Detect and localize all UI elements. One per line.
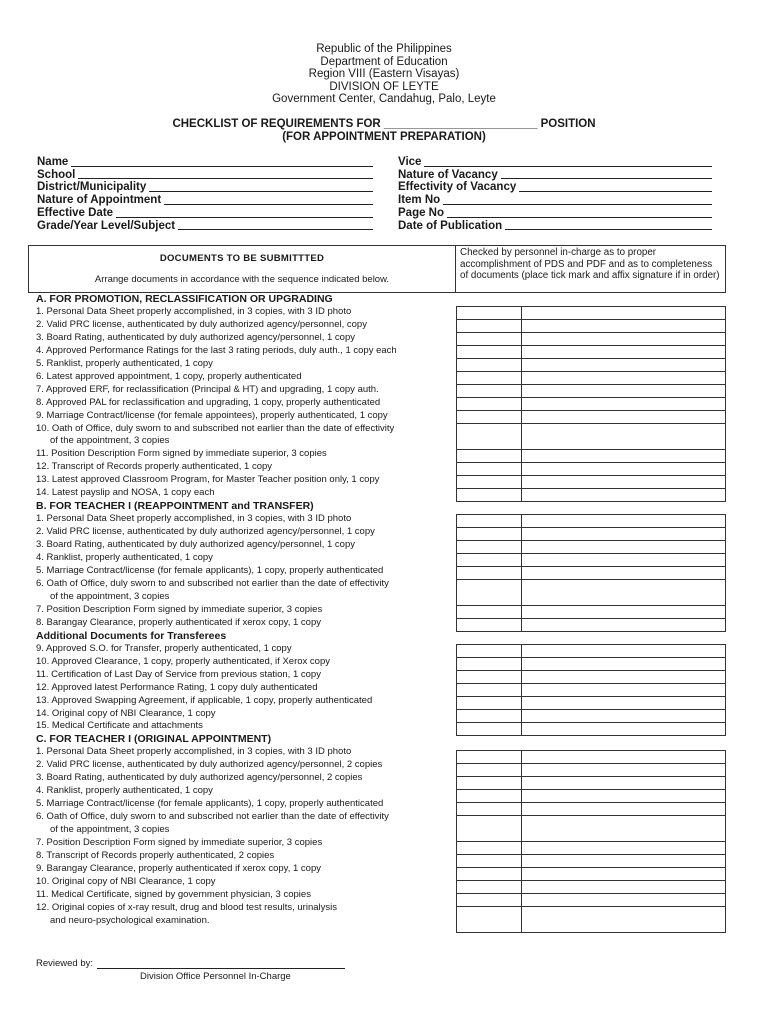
- list-item-continued: and neuro-psychological examination.: [50, 914, 210, 926]
- list-item: 12. Transcript of Records properly authenticated, 1 copy: [36, 461, 273, 473]
- check-cell[interactable]: [457, 580, 522, 606]
- signature-cell[interactable]: [522, 515, 726, 528]
- letterhead-department: Department of Education: [320, 55, 448, 68]
- documents-header-box: [28, 245, 726, 293]
- document-title: [0, 118, 768, 144]
- check-cell[interactable]: [457, 881, 522, 894]
- check-cell[interactable]: [457, 790, 522, 803]
- signature-cell[interactable]: [522, 320, 726, 333]
- signature-cell[interactable]: [522, 567, 726, 580]
- list-item: 2. Valid PRC license, authenticated by duly authorized agency/personnel, copy: [36, 318, 367, 330]
- signature-cell[interactable]: [522, 855, 726, 868]
- field-name[interactable]: Name: [37, 156, 373, 169]
- check-cell[interactable]: [457, 697, 522, 710]
- section-a-title: A. FOR PROMOTION, RECLASSIFICATION OR UPGRADING: [36, 293, 333, 305]
- reviewer-signature-line[interactable]: [97, 959, 345, 969]
- reviewer-role: Division Office Personnel In-Charge: [140, 971, 291, 982]
- field-effective-date[interactable]: Effective Date: [37, 207, 373, 220]
- list-item-continued: of the appointment, 3 copies: [50, 824, 170, 836]
- signature-cell[interactable]: [522, 777, 726, 790]
- check-cell[interactable]: [457, 606, 522, 619]
- signature-cell[interactable]: [522, 751, 726, 764]
- list-item: 9. Marriage Contract/license (for female appointees), properly authenticated, 1 copy: [36, 409, 388, 421]
- signature-cell[interactable]: [522, 868, 726, 881]
- check-cell[interactable]: [457, 645, 522, 658]
- signature-cell[interactable]: [522, 658, 726, 671]
- signature-cell[interactable]: [522, 463, 726, 476]
- list-item: 11. Medical Certificate, signed by government physician, 3 copies: [36, 888, 311, 900]
- list-item: 8. Barangay Clearance, properly authenticated if xerox copy, 1 copy: [36, 616, 321, 628]
- field-school[interactable]: School: [37, 169, 373, 182]
- list-item-continued: of the appointment, 3 copies: [50, 435, 170, 447]
- list-item: 5. Ranklist, properly authenticated, 1 copy: [36, 357, 213, 369]
- letterhead-address: Government Center, Candahug, Palo, Leyte: [272, 93, 496, 106]
- list-item: 5. Marriage Contract/license (for female applicants), 1 copy, properly authenticated: [36, 565, 384, 577]
- list-item: 8. Transcript of Records properly authenticated, 2 copies: [36, 849, 275, 861]
- check-cell[interactable]: [457, 842, 522, 855]
- signature-cell[interactable]: [522, 580, 726, 606]
- field-grade-level[interactable]: Grade/Year Level/Subject: [37, 220, 373, 233]
- check-cell[interactable]: [457, 554, 522, 567]
- checklist-grid-transferees: [456, 644, 726, 736]
- list-item: 7. Position Description Form signed by immediate superior, 3 copies: [36, 603, 323, 615]
- reviewed-by-label: Reviewed by:: [36, 958, 94, 969]
- info-fields-left: [37, 156, 373, 232]
- check-cell[interactable]: [457, 684, 522, 697]
- list-item: 3. Board Rating, authenticated by duly authorized agency/personnel, 1 copy: [36, 331, 355, 343]
- check-cell[interactable]: [457, 816, 522, 842]
- section-transferees-title: Additional Documents for Transferees: [36, 629, 227, 642]
- title-line-2: (FOR APPOINTMENT PREPARATION): [282, 131, 486, 143]
- check-cell[interactable]: [457, 855, 522, 868]
- letterhead-region: Region VIII (Eastern Visayas): [308, 68, 460, 81]
- signature-cell[interactable]: [522, 411, 726, 424]
- checklist-grid-a: [456, 306, 726, 502]
- signature-cell[interactable]: [522, 842, 726, 855]
- signature-cell[interactable]: [522, 606, 726, 619]
- signature-cell[interactable]: [522, 816, 726, 842]
- check-cell[interactable]: [457, 671, 522, 684]
- list-item: 1. Personal Data Sheet properly accomplished, in 3 copies, with 3 ID photo: [36, 746, 352, 758]
- list-item: 4. Approved Performance Ratings for the last 3 rating periods, duly auth., 1 copy each: [36, 344, 397, 356]
- list-item: 3. Board Rating, authenticated by duly authorized agency/personnel, 2 copies: [36, 772, 363, 784]
- check-cell[interactable]: [457, 528, 522, 541]
- documents-instruction: Arrange documents in accordance with the sequence indicated below.: [94, 274, 390, 285]
- list-item: 5. Marriage Contract/license (for female applicants), 1 copy, properly authenticated: [36, 798, 384, 810]
- signature-cell[interactable]: [522, 424, 726, 450]
- check-cell[interactable]: [457, 463, 522, 476]
- list-item: 10. Approved Clearance, 1 copy, properly authenticated, if Xerox copy: [36, 655, 330, 667]
- signature-cell[interactable]: [522, 554, 726, 567]
- signature-cell[interactable]: [522, 346, 726, 359]
- list-item: 12. Approved latest Performance Rating, 1 copy duly authenticated: [36, 681, 318, 693]
- check-cell[interactable]: [457, 710, 522, 723]
- signature-cell[interactable]: [522, 671, 726, 684]
- list-item: 6. Oath of Office, duly sworn to and subscribed not earlier than the date of effectivity: [36, 811, 389, 823]
- signature-cell[interactable]: [522, 894, 726, 907]
- signature-cell[interactable]: [522, 803, 726, 816]
- signature-cell[interactable]: [522, 790, 726, 803]
- info-fields-right: [398, 156, 712, 232]
- check-cell[interactable]: [457, 541, 522, 554]
- signature-cell[interactable]: [522, 307, 726, 320]
- check-cell[interactable]: [457, 385, 522, 398]
- list-item-continued: of the appointment, 3 copies: [50, 590, 170, 602]
- requirements-sections: [36, 293, 456, 928]
- field-nature-of-vacancy[interactable]: Nature of Vacancy: [398, 169, 712, 182]
- signature-cell[interactable]: [522, 723, 726, 736]
- checklist-grid-b: [456, 514, 726, 632]
- signature-cell[interactable]: [522, 372, 726, 385]
- signature-cell[interactable]: [522, 398, 726, 411]
- list-item: 6. Oath of Office, duly sworn to and subscribed not earlier than the date of effectivity: [36, 577, 389, 589]
- signature-cell[interactable]: [522, 697, 726, 710]
- list-item: 13. Latest approved Classroom Program, for Master Teacher position only, 1 copy: [36, 474, 380, 486]
- list-item: 14. Original copy of NBI Clearance, 1 copy: [36, 707, 216, 719]
- check-cell[interactable]: [457, 515, 522, 528]
- list-item: 9. Barangay Clearance, properly authenticated if xerox copy, 1 copy: [36, 862, 321, 874]
- list-item: 1. Personal Data Sheet properly accomplished, in 3 copies, with 3 ID photo: [36, 513, 352, 525]
- signature-cell[interactable]: [522, 385, 726, 398]
- checklist-grid-c: [456, 750, 726, 933]
- signature-cell[interactable]: [522, 907, 726, 933]
- check-cell[interactable]: [457, 489, 522, 502]
- signature-cell[interactable]: [522, 881, 726, 894]
- list-item: 13. Approved Swapping Agreement, if applicable, 1 copy, properly authenticated: [36, 694, 373, 706]
- signature-cell[interactable]: [522, 333, 726, 346]
- check-cell[interactable]: [457, 411, 522, 424]
- signature-cell[interactable]: [522, 476, 726, 489]
- signature-cell[interactable]: [522, 684, 726, 697]
- field-date-of-publication[interactable]: Date of Publication: [398, 220, 712, 233]
- list-item: 6. Latest approved appointment, 1 copy, properly authenticated: [36, 370, 302, 382]
- documents-header-left: [29, 246, 456, 292]
- check-cell[interactable]: [457, 803, 522, 816]
- list-item: 7. Position Description Form signed by immediate superior, 3 copies: [36, 837, 323, 849]
- list-item: 11. Certification of Last Day of Service from previous station, 1 copy: [36, 668, 321, 680]
- check-cell[interactable]: [457, 868, 522, 881]
- signature-cell[interactable]: [522, 541, 726, 554]
- list-item: 7. Approved ERF, for reclassification (Principal & HT) and upgrading, 1 copy auth.: [36, 383, 379, 395]
- section-b-title: B. FOR TEACHER I (REAPPOINTMENT and TRANSFER): [36, 500, 314, 513]
- letterhead-division: DIVISION OF LEYTE: [329, 80, 439, 93]
- list-item: 1. Personal Data Sheet properly accomplished, in 3 copies, with 3 ID photo: [36, 305, 352, 317]
- check-cell[interactable]: [457, 723, 522, 736]
- letterhead: [0, 43, 768, 106]
- check-cell[interactable]: [457, 320, 522, 333]
- check-cell[interactable]: [457, 372, 522, 385]
- signature-cell[interactable]: [522, 450, 726, 463]
- check-cell[interactable]: [457, 424, 522, 450]
- section-c-title: C. FOR TEACHER I (ORIGINAL APPOINTMENT): [36, 733, 272, 746]
- field-district[interactable]: District/Municipality: [37, 181, 373, 194]
- check-cell[interactable]: [457, 476, 522, 489]
- signature-cell[interactable]: [522, 619, 726, 632]
- list-item: 15. Medical Certificate and attachments: [36, 720, 203, 732]
- signature-cell[interactable]: [522, 645, 726, 658]
- list-item: 4. Ranklist, properly authenticated, 1 copy: [36, 785, 213, 797]
- field-effectivity-of-vacancy[interactable]: Effectivity of Vacancy: [398, 181, 712, 194]
- list-item: 2. Valid PRC license, authenticated by duly authorized agency/personnel, 2 copies: [36, 759, 383, 771]
- list-item: 2. Valid PRC license, authenticated by duly authorized agency/personnel, 1 copy: [36, 526, 375, 538]
- check-cell[interactable]: [457, 777, 522, 790]
- field-page-no[interactable]: Page No: [398, 207, 712, 220]
- signature-cell[interactable]: [522, 359, 726, 372]
- check-cell[interactable]: [457, 751, 522, 764]
- check-cell[interactable]: [457, 658, 522, 671]
- check-cell[interactable]: [457, 764, 522, 777]
- check-cell[interactable]: [457, 359, 522, 372]
- list-item: 10. Original copy of NBI Clearance, 1 copy: [36, 875, 216, 887]
- check-cell[interactable]: [457, 346, 522, 359]
- checked-by-note: Checked by personnel in-charge as to proper accomplishment of PDS and PDF and as to completeness of documents (place tick mark and affix signature if in order): [460, 247, 720, 281]
- list-item: 10. Oath of Office, duly sworn to and subscribed not earlier than the date of effectivity: [36, 422, 395, 434]
- list-item: 14. Latest payslip and NOSA, 1 copy each: [36, 487, 215, 499]
- title-line-1: CHECKLIST OF REQUIREMENTS FOR ________________________ POSITION: [172, 118, 596, 130]
- check-cell[interactable]: [457, 894, 522, 907]
- signature-cell[interactable]: [522, 489, 726, 502]
- check-cell[interactable]: [457, 450, 522, 463]
- list-item: 11. Position Description Form signed by immediate superior, 3 copies: [36, 448, 327, 460]
- check-cell[interactable]: [457, 619, 522, 632]
- check-cell[interactable]: [457, 307, 522, 320]
- documents-heading: DOCUMENTS TO BE SUBMITTTED: [159, 253, 325, 264]
- check-cell[interactable]: [457, 567, 522, 580]
- field-item-no[interactable]: Item No: [398, 194, 712, 207]
- letterhead-country: Republic of the Philippines: [316, 43, 452, 55]
- list-item: 8. Approved PAL for reclassification and upgrading, 1 copy, properly authenticated: [36, 396, 381, 408]
- check-cell[interactable]: [457, 907, 522, 933]
- list-item: 9. Approved S.O. for Transfer, properly authenticated, 1 copy: [36, 642, 292, 654]
- list-item: 3. Board Rating, authenticated by duly authorized agency/personnel, 1 copy: [36, 539, 355, 551]
- list-item: 12. Original copies of x-ray result, drug and blood test results, urinalysis: [36, 901, 337, 913]
- signature-cell[interactable]: [522, 764, 726, 777]
- check-cell[interactable]: [457, 398, 522, 411]
- signature-cell[interactable]: [522, 710, 726, 723]
- field-vice[interactable]: Vice: [398, 156, 712, 169]
- reviewed-by-row: [36, 958, 345, 969]
- list-item: 4. Ranklist, properly authenticated, 1 copy: [36, 552, 213, 564]
- signature-cell[interactable]: [522, 528, 726, 541]
- field-nature-of-appointment[interactable]: Nature of Appointment: [37, 194, 373, 207]
- check-cell[interactable]: [457, 333, 522, 346]
